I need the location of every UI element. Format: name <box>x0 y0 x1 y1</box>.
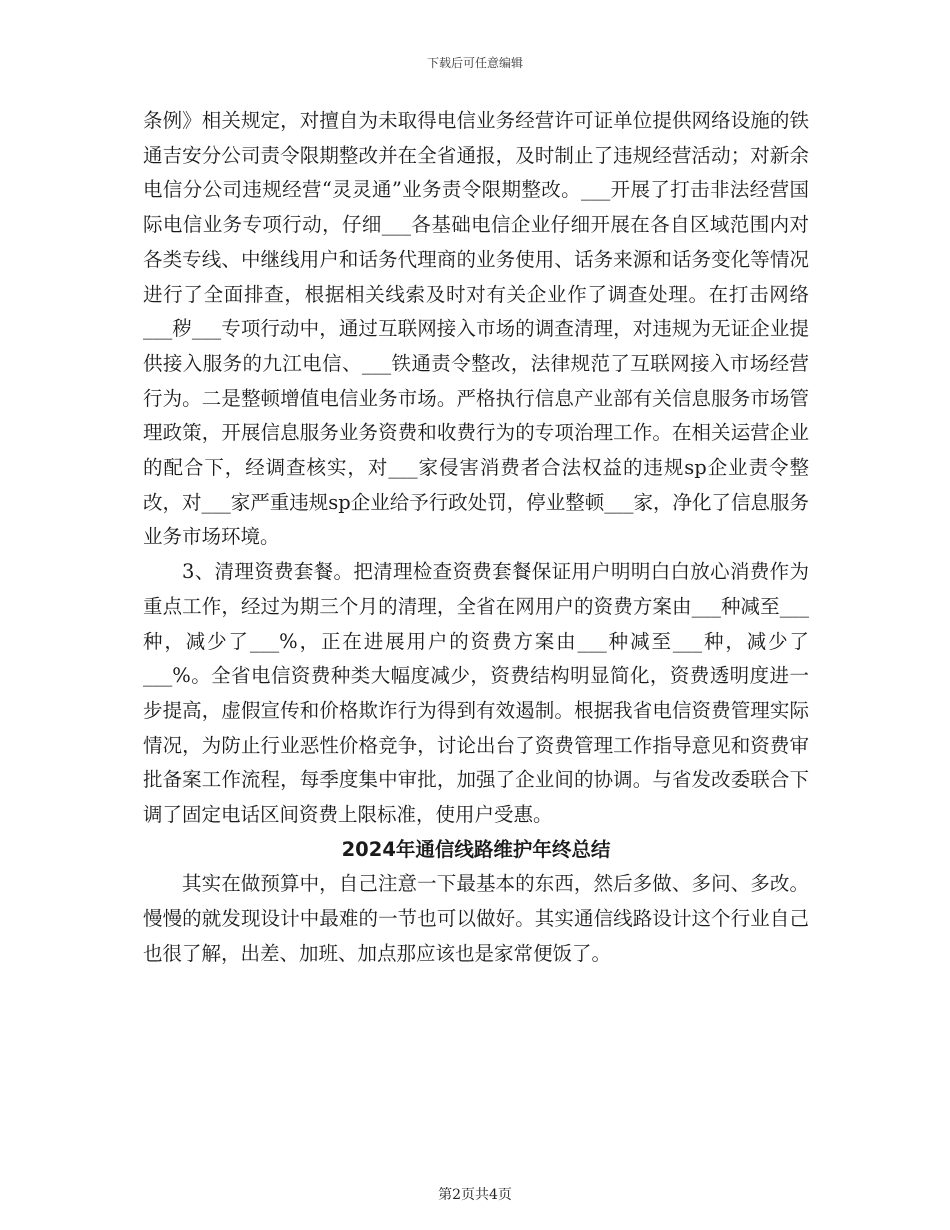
document-body <box>143 104 809 972</box>
section-title: 2024年通信线路维护年终总结 <box>341 837 611 861</box>
body-paragraph-2: 3、清理资费套餐。把清理检查资费套餐保证用户明明白白放心消费作为重点工作，经过为期三个月的清理，全省在网用户的资费方案由___种减至___种，减少了___%，正在进展用户的资费方案由___种减至___种，减少了___%。全省电信资费种类大幅度减少，资费结构明显简化，资费透明度进一步提高，虚假宣传和价格欺诈行为得到有效遏制。根据我省电信资费管理实际情况，为防止行业恶性价格竞争，讨论出台了资费管理工作指导意见和资费审批备案工作流程，每季度集中审批，加强了企业间的协调。与省发改委联合下调了固定电话区间资费上限标准，使用户受惠。 <box>143 560 809 827</box>
body-paragraph-1: 条例》相关规定，对擅自为未取得电信业务经营许可证单位提供网络设施的铁通吉安分公司责令限期整改并在全省通报，及时制止了违规经营活动；对新余电信分公司违规经营“灵灵通”业务责令限期整改。___开展了打击非法经营国际电信业务专项行动，仔细___各基础电信企业仔细开展在各自区域范围内对各类专线、中继线用户和话务代理商的业务使用、话务来源和话务变化等情况进行了全面排查，根据相关线索及时对有关企业作了调查处理。在打击网络___秽___专项行动中，通过互联网接入市场的调查清理，对违规为无证企业提供接入服务的九江电信、___铁通责令整改，法律规范了互联网接入市场经营行为。二是整顿增值电信业务市场。严格执行信息产业部有关信息服务市场管理政策，开展信息服务业务资费和收费行为的专项治理工作。在相关运营企业的配合下，经调查核实，对___家侵害消费者合法权益的违规sp企业责令整改，对___家严重违规sp企业给予行政处罚，停业整顿___家，净化了信息服务业务市场环境。 <box>143 109 809 549</box>
body-paragraph-3: 其实在做预算中，自己注意一下最基本的东西，然后多做、多问、多改。慢慢的就发现设计中最难的一节也可以做好。其实通信线路设计这个行业自己也很了解，出差、加班、加点那应该也是家常便饭了。 <box>143 872 809 965</box>
page-header: 下载后可任意编辑 <box>426 56 523 70</box>
page-footer: 第2页共4页 <box>438 1187 512 1203</box>
